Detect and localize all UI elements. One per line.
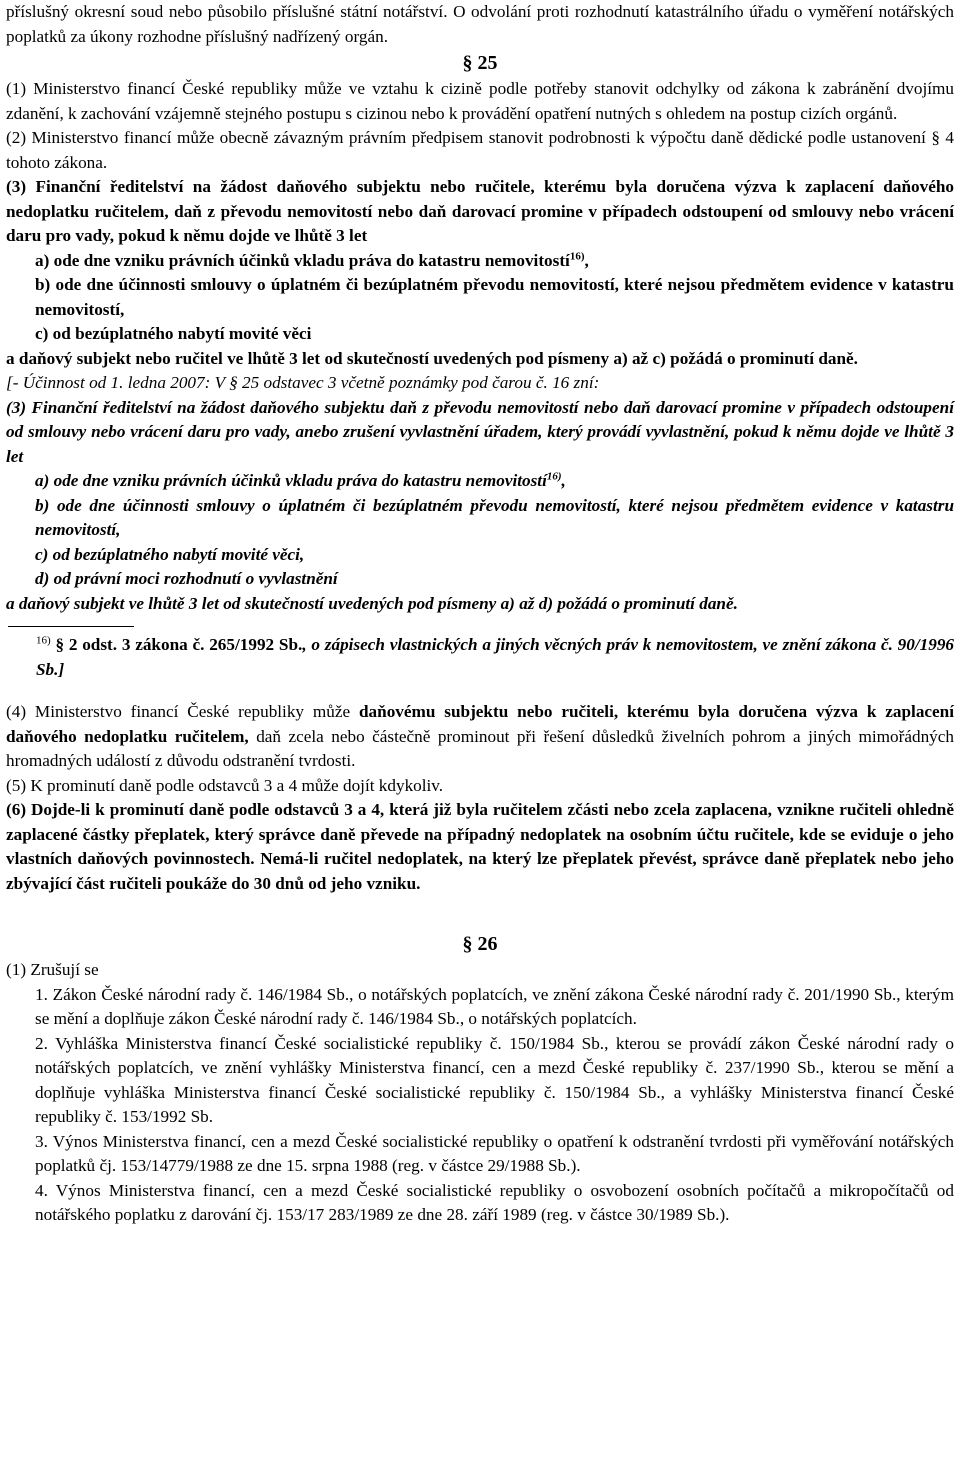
s25-paragraph-3a: [6, 249, 954, 274]
s25-paragraph-3c: c) od bezúplatného nabytí movité věci: [35, 324, 312, 343]
s26-item-1: 1. Zákon České národní rady č. 146/1984 Sb., o notářských poplatcích, ve znění zákona České národní rady č. 201/1990 Sb., kterým se mění a doplňuje zákon České národní rady č. 146/1984 Sb., o notářských poplatcích.: [35, 984, 954, 1028]
amendment-note-intro: [- Účinnost od 1. ledna 2007: V § 25 odstavec 3 včetně poznámky pod čarou č. 16 zní:: [6, 373, 600, 392]
s26-item-4: 4. Výnos Ministerstva financí, cen a mezd České socialistické republiky o osvobození osobních počítačů a mikropočítačů od notářského poplatku z darování čj. 153/17 283/1989 ze dne 28. září 1989 (reg. v částce 30/1989 Sb.).: [35, 1180, 954, 1224]
s25-paragraph-1: (1) Ministerstvo financí České republiky může ve vztahu k cizině podle potřeby stanovit odchylky od zákona k zabránění dvojímu zdanění, k zachování vzájemně stejného postupu s cizinou nebo k provádění opatření nutných s ohledem na postup cizích orgánů.: [6, 79, 954, 123]
amendment-paragraph-3: (3) Finanční ředitelství na žádost daňového subjektu daň z převodu nemovitostí nebo daň darovací promine v případech odstoupení od smlouvy nebo vrácení daru pro vady, anebo zrušení vyvlastnění úřadem, který provádí vyvlastnění, pokud k němu dojde ve lhůtě 3 let: [6, 397, 954, 466]
s25-paragraph-2: (2) Ministerstvo financí může obecně závazným právním předpisem stanovit podrobnosti k výpočtu daně dědické podle ustanovení § 4 tohoto zákona.: [6, 128, 954, 172]
s25-paragraph-3-end: a daňový subjekt nebo ručitel ve lhůtě 3 let od skutečností uvedených pod písmeny a) až c) požádá o prominutí daně.: [6, 348, 858, 368]
footnote-divider: [8, 626, 134, 627]
amendment-paragraph-3c: c) od bezúplatného nabytí movité věci,: [35, 544, 305, 564]
s25-p4-bold: daňovému subjektu nebo ručiteli, kterému byla doručena výzva k zaplacení daňového nedoplatku ručitelem,: [6, 702, 955, 746]
s25-p4-end: daň zcela nebo částečně prominout při řešení důsledků živelních pohrom a jiných mimořádných hromadných událostí z důvodu odstranění tvrdosti.: [6, 726, 954, 770]
s25-p3a-tail: ,: [584, 250, 589, 270]
section-25-heading: § 25: [462, 52, 498, 74]
footnote-ref: 16): [569, 249, 585, 262]
amendment-paragraph-3b: b) ode dne účinnosti smlouvy o úplatném či bezúplatném převodu nemovitostí, které nejsou předmětem evidence v katastru nemovitostí,: [35, 495, 954, 539]
s25-p4-start: (4) Ministerstvo financí České republiky může: [6, 702, 359, 721]
s25-paragraph-5: (5) K prominutí daně podle odstavců 3 a 4 může dojít kdykoliv.: [6, 775, 444, 795]
s26-item-2: 2. Vyhláška Ministerstva financí České socialistické republiky č. 150/1984 Sb., kterou se provádí zákon České národní rady o notářských poplatcích, ve znění vyhlášky Ministerstva financí, cen a mezd České republiky č. 237/1990 Sb., kterou se mění a doplňuje vyhláška Ministerstva financí České socialistické republiky č. 150/1984 Sb., a vyhlášky Ministerstva financí České republiky č. 153/1992 Sb.: [35, 1033, 954, 1126]
amendment-paragraph-3a: [6, 469, 954, 494]
footnote-number: 16): [36, 634, 51, 647]
footnote-ref: 16): [546, 470, 562, 483]
s25-paragraph-4: [6, 700, 954, 774]
footnote-16: [6, 633, 954, 682]
s26-item-3: 3. Výnos Ministerstva financí, cen a mezd České socialistické republiky o opatření k odstranění tvrdosti při vyměřování notářských poplatků čj. 153/14779/1988 ze dne 15. srpna 1988 (reg. v částce 29/1988 Sb.).: [35, 1131, 954, 1175]
amendment-paragraph-3d: d) od právní moci rozhodnutí o vyvlastnění: [35, 569, 338, 588]
section-26-heading: § 26: [462, 933, 498, 955]
s25-paragraph-3b: b) ode dne účinnosti smlouvy o úplatném či bezúplatném převodu nemovitostí, které nejsou předmětem evidence v katastru nemovitostí,: [35, 275, 954, 319]
amendment-p3a-tail: ,: [561, 471, 566, 490]
footnote-citation: § 2 odst. 3 zákona č. 265/1992 Sb.: [55, 635, 303, 654]
s26-paragraph-1: (1) Zrušují se: [6, 960, 99, 979]
s25-p3a-text: a) ode dne vzniku právních účinků vkladu práva do katastru nemovitostí: [35, 250, 570, 270]
amendment-p3a-text: a) ode dne vzniku právních účinků vkladu práva do katastru nemovitostí: [35, 471, 547, 490]
amendment-paragraph-3-end: a daňový subjekt ve lhůtě 3 let od skutečností uvedených pod písmeny a) až d) požádá o prominutí daně.: [6, 593, 738, 613]
intro-paragraph: příslušný okresní soud nebo působilo příslušné státní notářství. O odvolání proti rozhodnutí katastrálního úřadu o vyměření notářských poplatků za úkony rozhodne příslušný nadřízený orgán.: [6, 2, 954, 46]
s25-paragraph-6: (6) Dojde-li k prominutí daně podle odstavců 3 a 4, která již byla ručitelem zčásti nebo zcela zaplacena, vznikne ručiteli ohledně zaplacené částky přeplatek, který správce daně převede na případný nedoplatek na osobním účtu ručitele, kde se eviduje o jeho vlastních daňových povinnostech. Nemá-li ručitel nedoplatek, na který lze přeplatek převést, správce daně přeplatek nebo jeho zbývající část ručiteli poukáže do 30 dnů od jeho vzniku.: [6, 800, 954, 893]
s25-paragraph-3: (3) Finanční ředitelství na žádost daňového subjektu nebo ručitele, kterému byla doručena výzva k zaplacení daňového nedoplatku ručitelem, daň z převodu nemovitostí nebo daň darovací promine v případech odstoupení od smlouvy nebo vrácení daru pro vady, pokud k němu dojde ve lhůtě 3 let: [6, 177, 954, 245]
footnote-text: , o zápisech vlastnických a jiných věcných práv k nemovitostem, ve znění zákona č. 90/1996 Sb.]: [36, 635, 955, 679]
